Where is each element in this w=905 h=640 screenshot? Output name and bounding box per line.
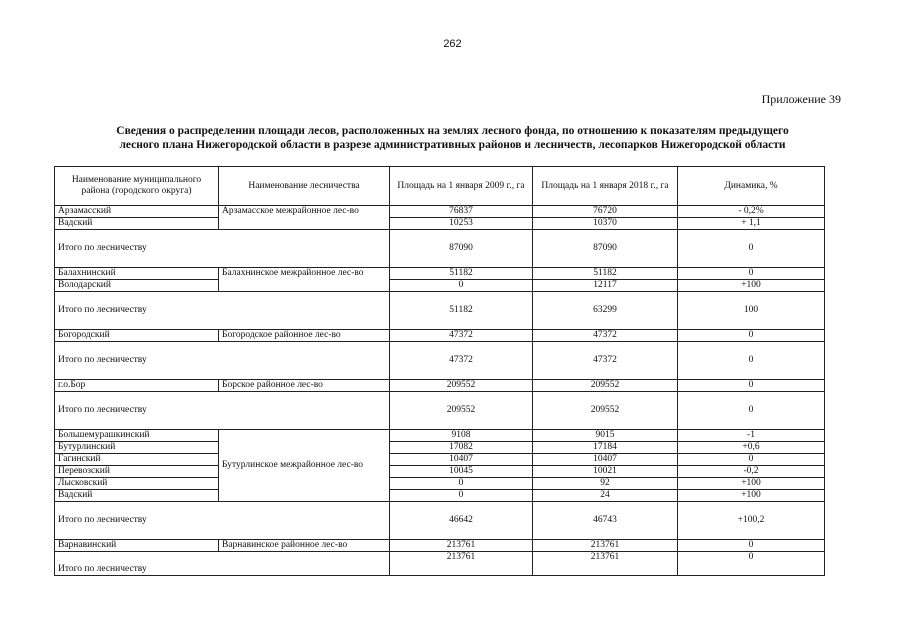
- total-area-2009: 213761: [390, 552, 533, 576]
- forestry-cell: Бутурлинское межрайонное лес-во: [219, 430, 390, 502]
- total-label: Итого по лесничеству: [55, 230, 390, 268]
- total-area-2009: 51182: [390, 292, 533, 330]
- area-2009-cell: 213761: [390, 540, 533, 552]
- table-row: [55, 206, 825, 218]
- district-cell: Варнавинский: [55, 540, 219, 552]
- area-2009-cell: 51182: [390, 268, 533, 280]
- area-2009-cell: 0: [390, 490, 533, 502]
- total-dynamics: 0: [678, 392, 825, 430]
- total-label: Итого по лесничеству: [55, 552, 390, 576]
- district-cell: Лысковский: [55, 478, 219, 490]
- area-2009-cell: 10253: [390, 218, 533, 230]
- dynamics-cell: 0: [678, 330, 825, 342]
- forestry-cell: Борское районное лес-во: [219, 380, 390, 392]
- dynamics-cell: +100: [678, 280, 825, 292]
- area-2018-cell: 10021: [533, 466, 678, 478]
- header-area-2018: Площадь на 1 января 2018 г., га: [533, 167, 678, 206]
- dynamics-cell: +100: [678, 478, 825, 490]
- area-2009-cell: 76837: [390, 206, 533, 218]
- dynamics-cell: +0,6: [678, 442, 825, 454]
- header-dynamics: Динамика, %: [678, 167, 825, 206]
- header-forestry: Наименование лесничества: [219, 167, 390, 206]
- district-cell: Володарский: [55, 280, 219, 292]
- total-area-2009: 87090: [390, 230, 533, 268]
- total-row: [55, 552, 825, 576]
- table-row: [55, 430, 825, 442]
- total-row: [55, 230, 825, 268]
- table-row: [55, 280, 825, 292]
- area-2009-cell: 47372: [390, 330, 533, 342]
- dynamics-cell: -0,2: [678, 466, 825, 478]
- table-row: [55, 478, 825, 490]
- total-label: Итого по лесничеству: [55, 342, 390, 380]
- district-cell: Перевозский: [55, 466, 219, 478]
- district-cell: Арзамасский: [55, 206, 219, 218]
- forestry-cell: Балахнинское межрайонное лес-во: [219, 268, 390, 292]
- area-2018-cell: 12117: [533, 280, 678, 292]
- area-2018-cell: 47372: [533, 330, 678, 342]
- table-row: [55, 442, 825, 454]
- total-dynamics: +100,2: [678, 502, 825, 540]
- dynamics-cell: 0: [678, 540, 825, 552]
- table-row: [55, 268, 825, 280]
- district-cell: Бутурлинский: [55, 442, 219, 454]
- total-area-2009: 46642: [390, 502, 533, 540]
- total-row: [55, 392, 825, 430]
- title-line-2: лесного плана Нижегородской области в разрезе административных районов и лесничеств, лесопарков Нижегородской области: [119, 139, 786, 151]
- forest-area-table: [54, 166, 825, 576]
- area-2009-cell: 10045: [390, 466, 533, 478]
- forestry-cell: Варнавинское районное лес-во: [219, 540, 390, 552]
- dynamics-cell: 0: [678, 268, 825, 280]
- table-row: [55, 380, 825, 392]
- total-label: Итого по лесничеству: [55, 392, 390, 430]
- total-area-2018: 46743: [533, 502, 678, 540]
- header-district: Наименование муниципального района (городского округа): [55, 167, 219, 206]
- table-header-row: [55, 167, 825, 206]
- total-area-2018: 47372: [533, 342, 678, 380]
- area-2018-cell: 9015: [533, 430, 678, 442]
- dynamics-cell: 0: [678, 380, 825, 392]
- area-2009-cell: 0: [390, 478, 533, 490]
- total-area-2018: 87090: [533, 230, 678, 268]
- district-cell: г.о.Бор: [55, 380, 219, 392]
- area-2009-cell: 209552: [390, 380, 533, 392]
- total-dynamics: 0: [678, 552, 825, 576]
- total-dynamics: 0: [678, 230, 825, 268]
- dynamics-cell: + 1,1: [678, 218, 825, 230]
- district-cell: Большемурашкинский: [55, 430, 219, 442]
- table-row: [55, 218, 825, 230]
- dynamics-cell: 0: [678, 454, 825, 466]
- forestry-cell: Арзамасское межрайонное лес-во: [219, 206, 390, 230]
- title-line-1: Сведения о распределении площади лесов, расположенных на землях лесного фонда, по отношению к показателям предыдущего: [116, 125, 789, 137]
- area-2009-cell: 10407: [390, 454, 533, 466]
- area-2018-cell: 10407: [533, 454, 678, 466]
- table-row: [55, 540, 825, 552]
- district-cell: Балахнинский: [55, 268, 219, 280]
- document-title: [50, 124, 855, 152]
- header-area-2009: Площадь на 1 января 2009 г., га: [390, 167, 533, 206]
- dynamics-cell: -1: [678, 430, 825, 442]
- district-cell: Вадский: [55, 218, 219, 230]
- district-cell: Богородский: [55, 330, 219, 342]
- table-row: [55, 466, 825, 478]
- district-cell: Вадский: [55, 490, 219, 502]
- area-2018-cell: 10370: [533, 218, 678, 230]
- area-2018-cell: 209552: [533, 380, 678, 392]
- appendix-label: Приложение 39: [761, 92, 841, 106]
- total-area-2018: 213761: [533, 552, 678, 576]
- area-2018-cell: 51182: [533, 268, 678, 280]
- total-area-2018: 209552: [533, 392, 678, 430]
- total-row: [55, 502, 825, 540]
- table-body: [55, 206, 825, 576]
- area-2018-cell: 213761: [533, 540, 678, 552]
- table-row: [55, 330, 825, 342]
- total-row: [55, 292, 825, 330]
- forestry-cell: Богородское районное лес-во: [219, 330, 390, 342]
- area-2009-cell: 0: [390, 280, 533, 292]
- total-label: Итого по лесничеству: [55, 292, 390, 330]
- dynamics-cell: +100: [678, 490, 825, 502]
- district-cell: Гагинский: [55, 454, 219, 466]
- total-area-2009: 47372: [390, 342, 533, 380]
- area-2018-cell: 92: [533, 478, 678, 490]
- dynamics-cell: - 0,2%: [678, 206, 825, 218]
- total-label: Итого по лесничеству: [55, 502, 390, 540]
- total-area-2018: 63299: [533, 292, 678, 330]
- total-area-2009: 209552: [390, 392, 533, 430]
- area-2018-cell: 24: [533, 490, 678, 502]
- area-2018-cell: 17184: [533, 442, 678, 454]
- total-row: [55, 342, 825, 380]
- page-number: 262: [443, 38, 462, 50]
- total-dynamics: 0: [678, 342, 825, 380]
- area-2018-cell: 76720: [533, 206, 678, 218]
- table-row: [55, 454, 825, 466]
- area-2009-cell: 17082: [390, 442, 533, 454]
- table-row: [55, 490, 825, 502]
- area-2009-cell: 9108: [390, 430, 533, 442]
- total-dynamics: 100: [678, 292, 825, 330]
